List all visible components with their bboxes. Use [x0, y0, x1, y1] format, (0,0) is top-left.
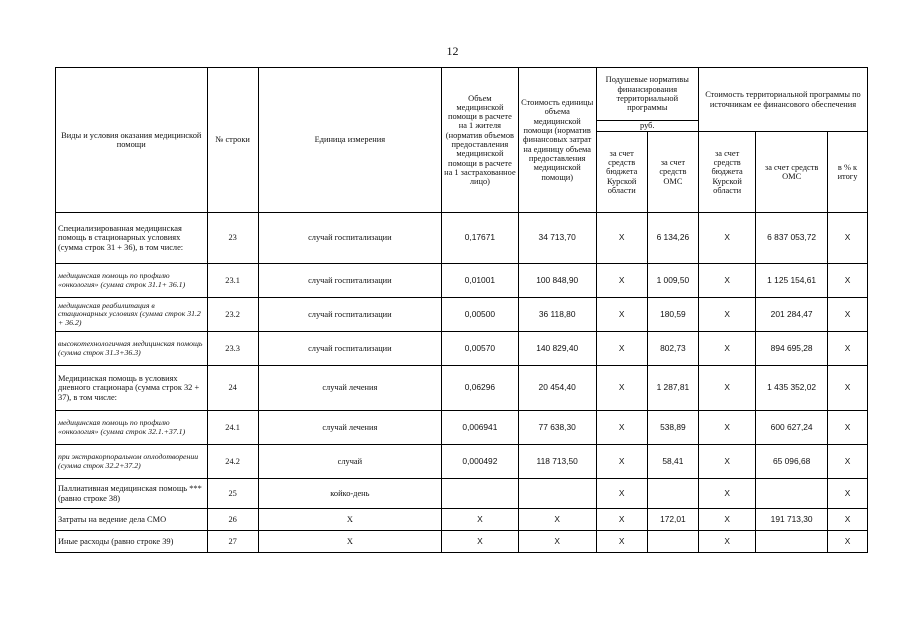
header-row-number: № строки: [207, 68, 258, 213]
cell-budget-per-capita: Х: [596, 445, 647, 479]
cell-oms-total: 191 713,30: [756, 509, 828, 531]
cell-unit-cost: 36 118,80: [518, 298, 596, 332]
header-sub-oms-2: за счет средств ОМС: [756, 132, 828, 213]
cell-oms-per-capita: 6 134,26: [647, 213, 698, 264]
cell-oms-per-capita: 172,01: [647, 509, 698, 531]
cell-volume: [442, 479, 519, 509]
cell-budget-per-capita: Х: [596, 298, 647, 332]
row-label: медицинская помощь по профилю «онкология» (сумма строк 31.1+ 36.1): [56, 264, 208, 298]
cell-oms-per-capita: 180,59: [647, 298, 698, 332]
cell-oms-per-capita: 538,89: [647, 411, 698, 445]
cell-unit: случай лечения: [258, 411, 441, 445]
cell-volume: Х: [442, 531, 519, 553]
cell-volume: 0,01001: [442, 264, 519, 298]
cell-budget-total: Х: [698, 509, 755, 531]
table-row: [56, 366, 868, 411]
cell-unit-cost: 20 454,40: [518, 366, 596, 411]
cell-oms-total: 201 284,47: [756, 298, 828, 332]
cell-budget-total: Х: [698, 332, 755, 366]
row-label: Затраты на ведение дела СМО: [56, 509, 208, 531]
cell-unit-cost: 77 638,30: [518, 411, 596, 445]
cell-percent: Х: [827, 509, 867, 531]
cell-row-number: 24: [207, 366, 258, 411]
header-per-capita: Подушевые нормативы финансирования территориальной программы: [596, 68, 698, 121]
cell-row-number: 23: [207, 213, 258, 264]
table-row: [56, 531, 868, 553]
cell-budget-total: Х: [698, 213, 755, 264]
cell-budget-per-capita: Х: [596, 332, 647, 366]
cell-budget-per-capita: Х: [596, 411, 647, 445]
cell-unit: случай госпитализации: [258, 332, 441, 366]
cell-percent: Х: [827, 213, 867, 264]
header-kinds: Виды и условия оказания медицинской помощи: [56, 68, 208, 213]
cell-oms-total: [756, 479, 828, 509]
cell-budget-total: Х: [698, 531, 755, 553]
page-number: 12: [446, 44, 459, 58]
cell-unit-cost: 34 713,70: [518, 213, 596, 264]
row-label: Специализированная медицинская помощь в стационарных условиях (сумма строк 31 + 36), в том числе:: [56, 213, 208, 264]
cell-budget-total: Х: [698, 366, 755, 411]
cell-row-number: 26: [207, 509, 258, 531]
cell-oms-total: 600 627,24: [756, 411, 828, 445]
cell-row-number: 23.1: [207, 264, 258, 298]
cell-oms-total: 894 695,28: [756, 332, 828, 366]
cell-row-number: 23.2: [207, 298, 258, 332]
cell-unit: случай госпитализации: [258, 298, 441, 332]
cell-oms-per-capita: [647, 479, 698, 509]
table-row: [56, 213, 868, 264]
table-row: [56, 479, 868, 509]
cell-unit-cost: Х: [518, 509, 596, 531]
cell-volume: 0,006941: [442, 411, 519, 445]
cell-percent: Х: [827, 479, 867, 509]
row-label: Иные расходы (равно строке 39): [56, 531, 208, 553]
cell-percent: Х: [827, 366, 867, 411]
table-row: [56, 411, 868, 445]
header-sub-budget-1: за счет средств бюджета Курской области: [596, 132, 647, 213]
row-label: медицинская помощь по профилю «онкология» (сумма строк 32.1.+37.1): [56, 411, 208, 445]
header-cost: Стоимость единицы объема медицинской помощи (норматив финансовых затрат на единицу объема предоставления медицинской помощи): [518, 68, 596, 213]
cell-percent: Х: [827, 298, 867, 332]
row-label: Медицинская помощь в условиях дневного стационара (сумма строк 32 + 37), в том числе:: [56, 366, 208, 411]
cell-row-number: 25: [207, 479, 258, 509]
cell-budget-per-capita: Х: [596, 479, 647, 509]
cell-budget-total: Х: [698, 479, 755, 509]
row-label: при экстракорпоральном оплодотворении (сумма строк 32.2+37.2): [56, 445, 208, 479]
cell-oms-per-capita: 58,41: [647, 445, 698, 479]
cell-oms-total: 1 435 352,02: [756, 366, 828, 411]
cell-volume: Х: [442, 509, 519, 531]
cell-budget-per-capita: Х: [596, 509, 647, 531]
cell-volume: 0,00570: [442, 332, 519, 366]
cell-percent: Х: [827, 445, 867, 479]
cell-percent: Х: [827, 332, 867, 366]
row-label: высокотехнологичная медицинская помощь (сумма строк 31.3+36.3): [56, 332, 208, 366]
cell-unit: Х: [258, 509, 441, 531]
cell-row-number: 24.2: [207, 445, 258, 479]
cell-oms-per-capita: 1 009,50: [647, 264, 698, 298]
header-volume: Объем медицинской помощи в расчете на 1 жителя (норматив объемов предоставления медицинской помощи в расчете на 1 застрахованное лицо): [442, 68, 519, 213]
cell-unit-cost: 100 848,90: [518, 264, 596, 298]
cell-volume: 0,000492: [442, 445, 519, 479]
cell-unit: случай госпитализации: [258, 213, 441, 264]
territorial-program-table: [55, 67, 868, 553]
cell-volume: 0,00500: [442, 298, 519, 332]
cell-oms-per-capita: [647, 531, 698, 553]
cell-row-number: 27: [207, 531, 258, 553]
cell-budget-total: Х: [698, 445, 755, 479]
cell-percent: Х: [827, 264, 867, 298]
cell-volume: 0,17671: [442, 213, 519, 264]
cell-budget-total: Х: [698, 411, 755, 445]
cell-oms-total: 6 837 053,72: [756, 213, 828, 264]
table-row: [56, 264, 868, 298]
cell-budget-per-capita: Х: [596, 531, 647, 553]
cell-unit-cost: Х: [518, 531, 596, 553]
cell-unit: случай: [258, 445, 441, 479]
header-rub: руб.: [596, 121, 698, 132]
table-row: [56, 332, 868, 366]
cell-row-number: 24.1: [207, 411, 258, 445]
cell-percent: Х: [827, 531, 867, 553]
cell-oms-total: [756, 531, 828, 553]
cell-budget-total: Х: [698, 298, 755, 332]
header-sub-oms-1: за счет средств ОМС: [647, 132, 698, 213]
cell-unit-cost: 140 829,40: [518, 332, 596, 366]
cell-budget-per-capita: Х: [596, 264, 647, 298]
cell-oms-per-capita: 1 287,81: [647, 366, 698, 411]
cell-unit-cost: 118 713,50: [518, 445, 596, 479]
table-row: [56, 445, 868, 479]
cell-oms-total: 65 096,68: [756, 445, 828, 479]
cell-budget-per-capita: Х: [596, 366, 647, 411]
header-sub-percent: в % к итогу: [827, 132, 867, 213]
cell-unit: случай госпитализации: [258, 264, 441, 298]
cell-unit: Х: [258, 531, 441, 553]
cell-row-number: 23.3: [207, 332, 258, 366]
row-label: медицинская реабилитация в стационарных условиях (сумма строк 31.2 + 36.2): [56, 298, 208, 332]
table-row: [56, 298, 868, 332]
cell-volume: 0,06296: [442, 366, 519, 411]
row-label: Паллиативная медицинская помощь *** (равно строке 38): [56, 479, 208, 509]
cell-unit: случай лечения: [258, 366, 441, 411]
cell-percent: Х: [827, 411, 867, 445]
cell-unit: койко-день: [258, 479, 441, 509]
cell-oms-total: 1 125 154,61: [756, 264, 828, 298]
cell-budget-total: Х: [698, 264, 755, 298]
header-unit: Единица измерения: [258, 68, 441, 213]
cell-budget-per-capita: Х: [596, 213, 647, 264]
header-program-cost: Стоимость территориальной программы по источникам ее финансового обеспечения: [698, 68, 867, 132]
cell-unit-cost: [518, 479, 596, 509]
cell-oms-per-capita: 802,73: [647, 332, 698, 366]
table-row: [56, 509, 868, 531]
header-sub-budget-2: за счет средств бюджета Курской области: [698, 132, 755, 213]
